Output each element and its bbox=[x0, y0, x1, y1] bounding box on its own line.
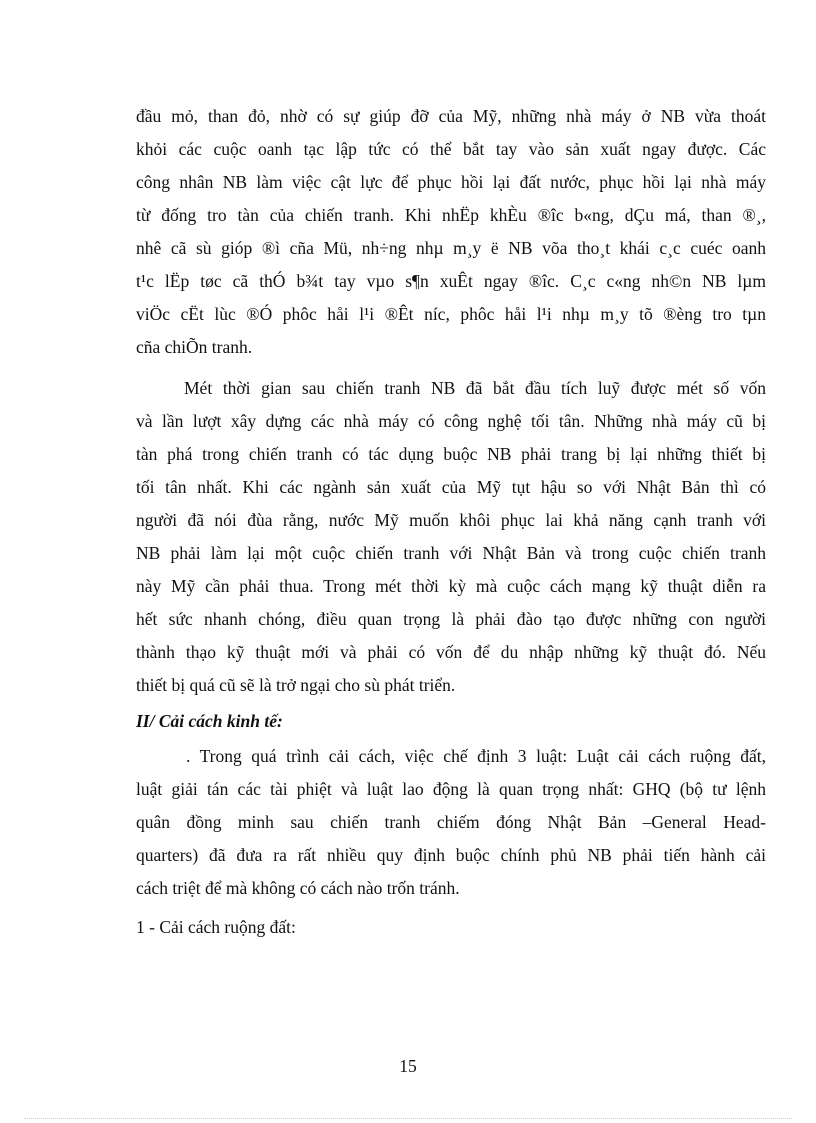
section-heading: II/ Cải cách kinh tế: bbox=[136, 711, 283, 731]
subsection-heading: 1 - Cải cách ruộng đất: bbox=[136, 917, 296, 937]
page-bottom-divider bbox=[24, 1118, 792, 1119]
paragraph-3 bbox=[136, 740, 766, 905]
text-line: thiết bị quá cũ sẽ là trở ngại cho sù phát triển. bbox=[136, 675, 456, 695]
text-line: nhê cã sù gióp ®ì cña Mü, nh÷ng nhµ m¸y ë NB võa tho¸t khái c¸c cuéc oanh bbox=[136, 238, 766, 258]
text-line: đầu mỏ, than đỏ, nhờ có sự giúp đỡ của Mỹ, những nhà máy ở NB vừa thoát bbox=[136, 106, 766, 126]
text-line: tối tân nhất. Khi các ngành sản xuất của Mỹ tụt hậu so với Nhật Bản thì có bbox=[136, 477, 766, 497]
text-line: luật giải tán các tài phiệt và luật lao động là quan trọng nhất: GHQ (bộ tư lệnh bbox=[136, 779, 766, 799]
text-line: thành thạo kỹ thuật mới và phải có vốn để du nhập những kỹ thuật đó. Nếu bbox=[136, 642, 766, 662]
text-line: NB phải làm lại một cuộc chiến tranh với Nhật Bản và trong cuộc chiến tranh bbox=[136, 543, 766, 563]
text-line: tàn phá trong chiến tranh có tác dụng buộc NB phải trang bị lại những thiết bị bbox=[136, 444, 766, 464]
page-number: 15 bbox=[399, 1056, 417, 1076]
text-line: khỏi các cuộc oanh tạc lập tức có thể bắt tay vào sản xuất ngay được. Các bbox=[136, 139, 766, 159]
paragraph-1 bbox=[136, 100, 766, 364]
text-line: t¹c lËp tøc cã thÓ b¾t tay vµo s¶n xuÊt ngay ®îc. C¸c c«ng nh©n NB lµm bbox=[136, 271, 766, 291]
text-line: viÖc cËt lùc ®Ó phôc håi l¹i ®Êt níc, phôc håi l¹i nhµ m¸y tõ ®èng tro tµn bbox=[136, 304, 766, 324]
text-line: Mét thời gian sau chiến tranh NB đã bắt đầu tích luỹ được mét số vốn bbox=[184, 378, 766, 398]
text-line: cña chiÕn tranh. bbox=[136, 337, 253, 357]
text-line: này Mỹ cần phải thua. Trong mét thời kỳ mà cuộc cách mạng kỹ thuật diễn ra bbox=[136, 576, 766, 596]
text-line: công nhân NB làm việc cật lực để phục hồi lại đất nước, phục hồi lại nhà máy bbox=[136, 172, 766, 192]
text-line: . Trong quá trình cải cách, việc chế định 3 luật: Luật cải cách ruộng đất, bbox=[186, 746, 766, 766]
text-line: quarters) đã đưa ra rất nhiều quy định buộc chính phủ NB phải tiến hành cải bbox=[136, 845, 766, 865]
text-line: người đã nói đùa rằng, nước Mỹ muốn khôi phục lai khả năng cạnh tranh với bbox=[136, 510, 766, 530]
text-line: quân đồng minh sau chiến tranh chiếm đóng Nhật Bản –General Head- bbox=[136, 812, 766, 832]
text-line: từ đống tro tàn của chiến tranh. Khi nhËp khÈu ®îc b«ng, dÇu má, than ®¸, bbox=[136, 205, 766, 225]
text-line: và lần lượt xây dựng các nhà máy có công nghệ tối tân. Những nhà máy cũ bị bbox=[136, 411, 766, 431]
text-line: hết sức nhanh chóng, điều quan trọng là phải đào tạo được những con người bbox=[136, 609, 766, 629]
text-line: cách triệt để mà không có cách nào trốn tránh. bbox=[136, 878, 460, 898]
paragraph-2 bbox=[136, 372, 766, 702]
